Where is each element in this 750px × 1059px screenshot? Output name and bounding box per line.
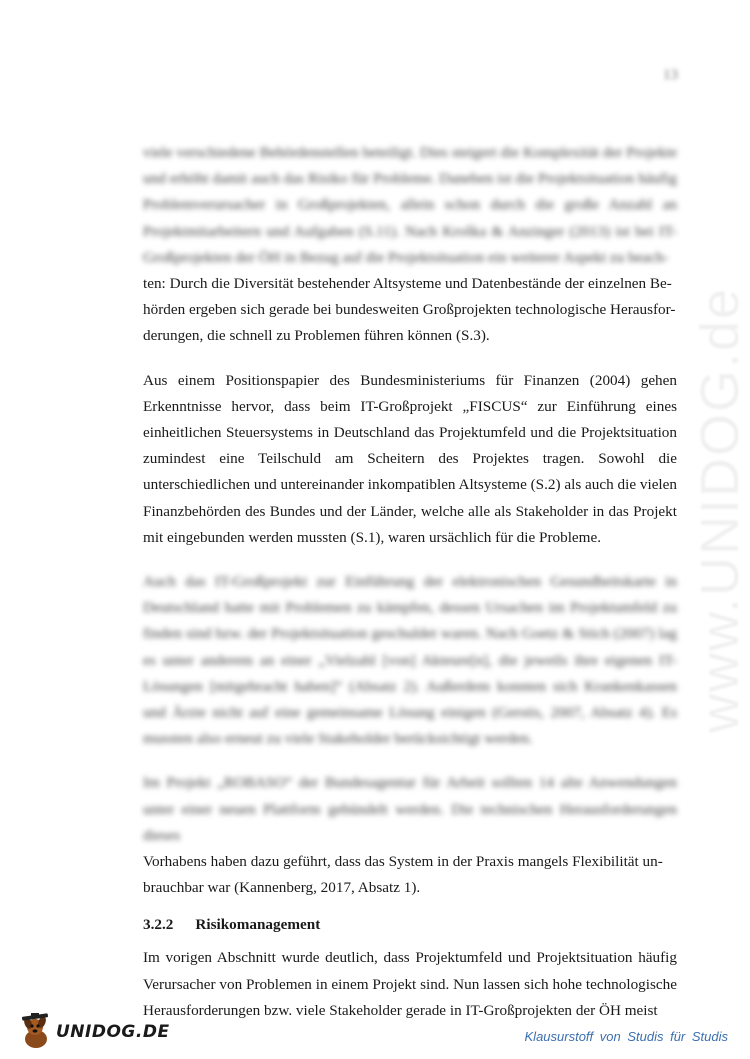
watermark (690, 280, 750, 740)
paragraph-1-line-3: derungen, die schnell zu Problemen führen können (S.3). (143, 327, 490, 345)
blurred-paragraph: Auch das IT-Großprojekt zur Einführung der elektronischen Gesundheitskarte in Deutschland hatte mit Problemen zu kämpfen, dessen Ursachen im Projektumfeld zu finden sind bzw. der Projektsituation geschuldet waren. Nach Goetz & Stich (2007) lag es unter anderem an einer „Vielzahl [von] Akteure[n], die jeweils ihre eigenen IT-Lösungen [mitgebracht haben]“ (Absatz 2). Außerdem konnten sich Krankenkassen und Ärzte nicht auf eine gemeinsame Lösung einigen (Gerstis, 2007, Absatz 4). Es mussten also erneut zu viele Stakeholder berücksichtigt werden. (143, 573, 677, 748)
paragraph-1-line-2: hörden ergeben sich gerade bei bundesweiten Großprojekten technologische Herausfor- (143, 301, 676, 319)
watermark-text: www.UNIDOG.de (690, 286, 750, 734)
paragraph-1-line-1: ten: Durch die Diversität bestehender Altsysteme und Datenbestände der einzelnen Be- (143, 275, 672, 293)
section-heading (143, 913, 677, 937)
paragraph-2: Aus einem Positionspapier des Bundesministeriums für Finanzen (2004) gehen Erkenntnisse hervor, dass beim IT-Großprojekt „FISCUS“ zur Einführung eines einheitlichen Steuersystems in Deutschland das Projektumfeld und die Projektsituation zumindest eine Teilschuld am Scheitern des Projektes tragen. Sowohl die unterschiedlichen und untereinander inkompatiblen Altsysteme (S.2) als auch die vielen Finanzbehörden des Bundes und der Länder, welche alle als Stakeholder in das Projekt mit eingebunden werden mussten (S.1), waren ursächlich für die Probleme. (143, 371, 677, 546)
blurred-lines: Im Projekt „ROBASO“ der Bundesagentur für Arbeit sollten 14 alte Anwendungen unter einer neuen Plattform gebündelt werden. Die technischen Herausforderungen dieses (143, 774, 677, 844)
paragraph-4-line-1: Vorhabens haben dazu geführt, dass das System in der Praxis mangels Flexibilität un- (143, 853, 663, 871)
footer-slogan: Klausurstoff von Studis für Studis (524, 1029, 728, 1044)
blurred-lines: viele verschiedene Behördenstellen beteiligt. Dies steigert die Komplexität der Projekte und erhöht damit auch das Risiko für Probleme. Daneben ist die Projektsituation häufig Problemverursacher in Großprojekten, allein schon durch die große Anzahl an Projektmitarbeitern und Aufgaben (S.11). Nach Kroška & Anzinger (2013) ist bei IT-Großprojekten der ÖH in Bezug auf die Projektsituation ein weiterer Aspekt zu beach- (143, 144, 677, 266)
section-number: 3.2.2 (143, 916, 174, 934)
document-body (143, 140, 677, 1024)
dog-icon (18, 1013, 52, 1051)
logo-text: UNIDOG.DE (56, 1022, 170, 1042)
section-paragraph: Im vorigen Abschnitt wurde deutlich, dass Projektumfeld und Projektsituation häufig Verursacher von Problemen in einem Projekt sind. Nun lassen sich hohe technologische Herausforderungen bzw. viele Stakeholder gerade in IT-Großprojekten der ÖH meist (143, 949, 677, 1019)
paragraph-4-line-2: brauchbar war (Kannenberg, 2017, Absatz 1). (143, 879, 421, 897)
section-title: Risikomanagement (195, 916, 321, 934)
unidog-logo[interactable] (18, 1012, 170, 1052)
page-number: 13 (663, 67, 678, 83)
